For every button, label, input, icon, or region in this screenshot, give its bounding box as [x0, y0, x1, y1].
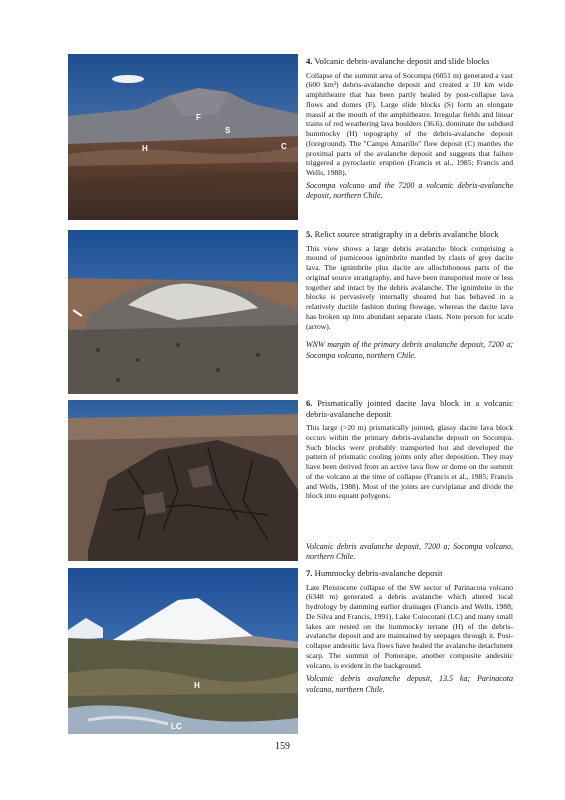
section-heading: Prismatically jointed dacite lava block in a volcanic debris-avalanche deposit: [306, 398, 513, 419]
photo-label-c: C: [281, 142, 287, 151]
photo-label-lc: LC: [171, 722, 182, 731]
photo-label-h: H: [142, 144, 148, 153]
section-body: This view shows a large debris avalanche block comprising a mound of pumiceous ignimbrite mantled by clasts of grey dacite lava. The ignimbrite plus dacite are allochthonous parts of the original source stratigraphy, and have been transported more or less together and intact by the debris avalanche. The ignimbrite in the blocks is pervasively internally sheared but has behaved in a relatively ductile fashion during flowage, whereas the dacite lava has broken up into abundant separate clasts. Note person for scale (arrow).: [306, 243, 513, 331]
section-body: This large (>20 m) prismatically jointed, glassy dacite lava block occurs within the primary debris-avalanche deposit on Socompa. Such blocks were probably transported hot and developed the pattern of prismatic cooling joints only after deposition. They may have been derived from an active lava flow or dome on the summit of the volcano at the time of collapse (Francis et al., 1985; Francis and Wells, 1988). Most of the joints are curviplanar and divide the block into equant polygons.: [306, 423, 513, 501]
section-7: [306, 568, 513, 695]
section-number: 4.: [306, 56, 313, 66]
section-caption: Volcanic debris avalanche deposit, 7200 a; Socompa volcano, northern Chile.: [306, 542, 513, 562]
section-6: [306, 398, 513, 501]
section-5: [306, 229, 513, 361]
section-heading: Volcanic debris-avalanche deposit and slide blocks: [314, 56, 490, 66]
section-4: [306, 56, 513, 201]
section-caption: Socompa volcano and the 7200 a volcanic debris-avalanche deposit, northern Chile.: [306, 180, 513, 201]
section-heading: Relict source stratigraphy in a debris avalanche block: [314, 229, 499, 239]
section-title: [306, 398, 513, 419]
section-body: Collapse of the summit area of Socompa (6051 m) generated a vast (600 km³) debris-avalanche deposit and created a 10 km wide amphitheatre that has been partly healed by post-collapse lava flows and domes (F). Large slide blocks (S) form an elongate massif at the mouth of the amphitheatre. Irregular fields and linear trains of red weathering lava boulders (36.6), dominate the subdued hummocky (H) topography of the debris-avalanche deposit (foreground). The "Campo Amarillo" flow deposit (C) mantles the proximal parts of the avalanche deposit and suggests that failure triggered a pyroclastic eruption (Francis et al., 1985; Francis and Wells, 1988).: [306, 70, 513, 178]
section-heading: Hummocky debris-avalanche deposit: [314, 568, 443, 578]
section-caption: WNW margin of the primary debris avalanche deposit, 7200 a; Socompa volcano, northern Chile.: [306, 340, 513, 360]
photo-parinacota-volcano: [68, 568, 298, 734]
section-body: Late Pleistocene collapse of the SW sector of Parinacota volcano (6348 m) generated a debris avalanche which altered local hydrology by damming earlier drainages (Francis and Wells, 1988; De Silva and Francis, 1991). Lake Cotocotani (LC) and many small lakes are nested on the hummocky terrane (H) of the debris-avalanche deposit and are maintained by seepages through it. Post-collapse andesitic lava flows have healed the avalanche detachment scarp. The summit of Pomerape, another composite andesitic volcano, is evident in the background.: [306, 582, 513, 670]
photo-label-h: H: [194, 681, 200, 690]
photo-label-f: F: [196, 113, 201, 122]
photo-label-s: S: [225, 126, 231, 135]
section-caption: Volcanic debris avalanche deposit, 13.5 ka; Parinacota volcano, northern Chile.: [306, 674, 513, 694]
photo-jointed-lava-block: [68, 400, 298, 561]
section-title: [306, 56, 513, 67]
section-title: [306, 568, 513, 579]
section-number: 5.: [306, 229, 313, 239]
section-number: 7.: [306, 568, 313, 578]
photo-socompa-volcano: [68, 54, 298, 220]
section-title: [306, 229, 513, 240]
photo-debris-avalanche-block: [68, 230, 298, 394]
page-number: 159: [275, 741, 290, 752]
section-number: 6.: [306, 398, 313, 408]
